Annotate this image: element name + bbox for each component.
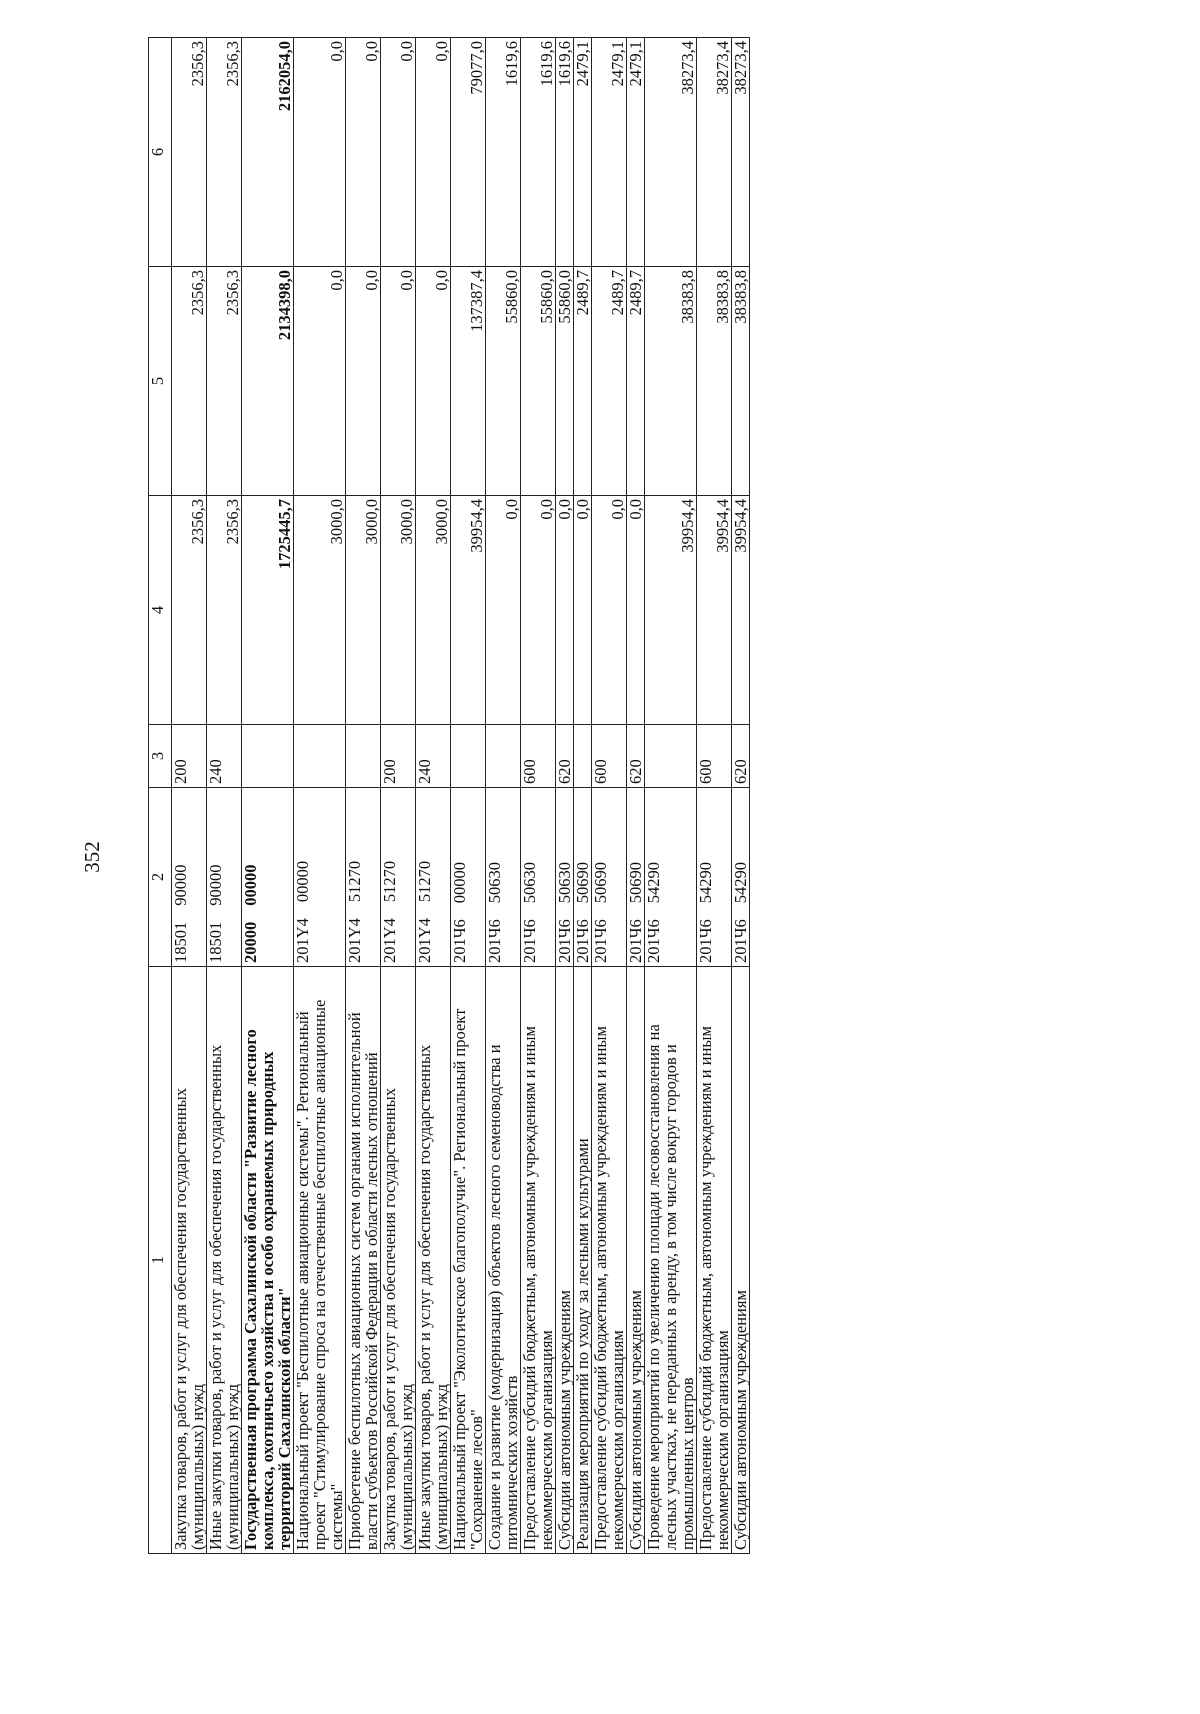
- row-name-cell: Приобретение беспилотных авиационных систем органами исполнительной власти субъектов Российской Федерации в области лесных отношений: [346, 967, 381, 1554]
- row-type-cell: 200: [381, 725, 416, 788]
- row-value-col-6: 0,0: [416, 38, 451, 267]
- code-direction: 50630: [520, 862, 539, 904]
- row-name-cell: Предоставление субсидий бюджетным, автономным учреждениям и иным некоммерческим организациям: [521, 967, 556, 1554]
- row-type-cell: 240: [416, 725, 451, 788]
- row-value-col-6: 0,0: [381, 38, 416, 267]
- row-value-col-4: 0,0: [627, 496, 645, 725]
- row-value-col-5: 2489,7: [592, 267, 627, 496]
- row-value-col-4: 0,0: [574, 496, 592, 725]
- row-type-cell: 600: [521, 725, 556, 788]
- table-row: [521, 38, 556, 1554]
- row-code-cell: [242, 788, 294, 967]
- code-program: 201Ч6: [520, 919, 539, 963]
- code-program: 201Y4: [293, 918, 312, 963]
- row-type-cell: [242, 725, 294, 788]
- row-value-col-5: 0,0: [416, 267, 451, 496]
- row-code-cell: [172, 788, 207, 967]
- table-row: [556, 38, 574, 1554]
- row-value-col-5: 2489,7: [574, 267, 592, 496]
- row-value-col-5: 38383,8: [732, 267, 750, 496]
- row-value-col-6: 2356,3: [172, 38, 207, 267]
- row-type-cell: 200: [172, 725, 207, 788]
- table-row: [294, 38, 346, 1554]
- row-value-col-6: 1619,6: [486, 38, 521, 267]
- row-name-cell: Государственная программа Сахалинской области "Развитие лесного комплекса, охотничьего хозяйства и особо охраняемых природных территорий Сахалинской области": [242, 967, 294, 1554]
- row-code-cell: [697, 788, 732, 967]
- header-col-1: 1: [149, 967, 172, 1554]
- code-direction: 50690: [591, 862, 610, 904]
- table-row: [381, 38, 416, 1554]
- code-program: 201Ч6: [731, 919, 750, 963]
- table-body: [172, 38, 750, 1554]
- code-program: 201Ч6: [555, 919, 574, 963]
- row-name-cell: Проведение мероприятий по увеличению площади лесовосстановления на лесных участках, не переданных в аренду, в том числе вокруг городов и промышленных центров: [645, 967, 697, 1554]
- code-direction: 51270: [415, 860, 434, 903]
- row-name-cell: Создание и развитие (модернизация) объектов лесного семеноводства и питомнических хозяйств: [486, 967, 521, 1554]
- row-type-cell: 620: [732, 725, 750, 788]
- header-col-5: 5: [149, 267, 172, 496]
- row-value-col-4: 3000,0: [416, 496, 451, 725]
- row-value-col-4: 3000,0: [294, 496, 346, 725]
- row-name-cell: Предоставление субсидий бюджетным, автономным учреждениям и иным некоммерческим организациям: [592, 967, 627, 1554]
- table-row: [242, 38, 294, 1554]
- table-row: [592, 38, 627, 1554]
- rotated-table-wrapper: [148, 41, 1190, 1554]
- table-row: [346, 38, 381, 1554]
- row-value-col-6: 1619,6: [521, 38, 556, 267]
- code-direction: 90000: [171, 864, 190, 906]
- header-row: [149, 38, 172, 1554]
- row-value-col-4: 0,0: [556, 496, 574, 725]
- code-direction: 00000: [241, 864, 260, 906]
- row-code-cell: [381, 788, 416, 967]
- code-program: 201Y4: [415, 918, 434, 963]
- row-name-cell: Закупка товаров, работ и услуг для обеспечения государственных (муниципальных) нужд: [172, 967, 207, 1554]
- row-value-col-5: 55860,0: [521, 267, 556, 496]
- row-value-col-4: 39954,4: [645, 496, 697, 725]
- row-code-cell: [416, 788, 451, 967]
- code-program: 20000: [241, 921, 260, 963]
- row-value-col-5: 38383,8: [697, 267, 732, 496]
- page-number: 352: [80, 841, 104, 873]
- row-name-cell: Субсидии автономным учреждениям: [556, 967, 574, 1554]
- row-code-cell: [486, 788, 521, 967]
- row-value-col-6: 38273,4: [697, 38, 732, 267]
- code-program: 18501: [206, 921, 225, 963]
- row-type-cell: 620: [556, 725, 574, 788]
- row-code-cell: [645, 788, 697, 967]
- row-name-cell: Национальный проект "Беспилотные авиационные системы". Региональный проект "Стимулирование спроса на отечественные беспилотные авиационные системы": [294, 967, 346, 1554]
- code-program: 201Ч6: [591, 919, 610, 963]
- code-program: 201Ч6: [626, 919, 645, 963]
- table-row: [645, 38, 697, 1554]
- row-value-col-5: 38383,8: [645, 267, 697, 496]
- code-direction: 00000: [293, 860, 312, 903]
- row-value-col-4: 0,0: [592, 496, 627, 725]
- code-direction: 00000: [450, 862, 469, 904]
- row-value-col-4: 2356,3: [172, 496, 207, 725]
- row-type-cell: 240: [207, 725, 242, 788]
- row-code-cell: [732, 788, 750, 967]
- row-type-cell: 600: [592, 725, 627, 788]
- row-value-col-4: 1725445,7: [242, 496, 294, 725]
- row-code-cell: [294, 788, 346, 967]
- code-program: 201Y4: [380, 918, 399, 963]
- code-program: 201Ч6: [696, 919, 715, 963]
- row-value-col-5: 2356,3: [207, 267, 242, 496]
- row-value-col-6: 0,0: [294, 38, 346, 267]
- row-value-col-4: 3000,0: [346, 496, 381, 725]
- row-name-cell: Иные закупки товаров, работ и услуг для обеспечения государственных (муниципальных) нужд: [207, 967, 242, 1554]
- row-type-cell: [574, 725, 592, 788]
- row-name-cell: Национальный проект "Экологическое благополучие". Региональный проект "Сохранение лесов": [451, 967, 486, 1554]
- row-value-col-6: 0,0: [346, 38, 381, 267]
- row-type-cell: [645, 725, 697, 788]
- row-code-cell: [346, 788, 381, 967]
- header-col-2: 2: [149, 788, 172, 967]
- row-name-cell: Реализация мероприятий по уходу за лесными культурами: [574, 967, 592, 1554]
- row-value-col-5: 2356,3: [172, 267, 207, 496]
- code-direction: 50630: [555, 862, 574, 904]
- row-value-col-5: 55860,0: [556, 267, 574, 496]
- row-value-col-5: 0,0: [381, 267, 416, 496]
- table-row: [486, 38, 521, 1554]
- row-value-col-4: 3000,0: [381, 496, 416, 725]
- row-code-cell: [592, 788, 627, 967]
- row-value-col-4: 0,0: [521, 496, 556, 725]
- table-row: [451, 38, 486, 1554]
- code-program: 201Ч6: [644, 919, 663, 963]
- row-code-cell: [627, 788, 645, 967]
- row-type-cell: [346, 725, 381, 788]
- row-name-cell: Иные закупки товаров, работ и услуг для обеспечения государственных (муниципальных) нужд: [416, 967, 451, 1554]
- row-value-col-6: 38273,4: [645, 38, 697, 267]
- header-col-6: 6: [149, 38, 172, 267]
- row-value-col-6: 2479,1: [627, 38, 645, 267]
- code-direction: 51270: [345, 860, 364, 903]
- row-value-col-5: 0,0: [346, 267, 381, 496]
- table-row: [697, 38, 732, 1554]
- row-value-col-4: 39954,4: [697, 496, 732, 725]
- row-value-col-5: 55860,0: [486, 267, 521, 496]
- table-row: [207, 38, 242, 1554]
- code-program: 201Ч6: [450, 919, 469, 963]
- code-direction: 90000: [206, 864, 225, 906]
- row-value-col-5: 2489,7: [627, 267, 645, 496]
- row-value-col-4: 39954,4: [732, 496, 750, 725]
- code-direction: 51270: [380, 860, 399, 903]
- row-value-col-6: 2479,1: [592, 38, 627, 267]
- row-type-cell: [486, 725, 521, 788]
- row-value-col-6: 2162054,0: [242, 38, 294, 267]
- row-name-cell: Субсидии автономным учреждениям: [627, 967, 645, 1554]
- table-row: [416, 38, 451, 1554]
- row-type-cell: [451, 725, 486, 788]
- row-name-cell: Закупка товаров, работ и услуг для обеспечения государственных (муниципальных) нужд: [381, 967, 416, 1554]
- row-name-cell: Предоставление субсидий бюджетным, автономным учреждениям и иным некоммерческим организациям: [697, 967, 732, 1554]
- code-program: 201Ч6: [573, 919, 592, 963]
- row-code-cell: [556, 788, 574, 967]
- row-value-col-6: 79077,0: [451, 38, 486, 267]
- header-col-4: 4: [149, 496, 172, 725]
- row-value-col-6: 2479,1: [574, 38, 592, 267]
- row-value-col-6: 2356,3: [207, 38, 242, 267]
- row-value-col-5: 0,0: [294, 267, 346, 496]
- budget-table: [148, 37, 750, 1554]
- code-direction: 50630: [485, 862, 504, 904]
- table-row: [574, 38, 592, 1554]
- table-row: [172, 38, 207, 1554]
- row-type-cell: 620: [627, 725, 645, 788]
- row-value-col-5: 137387,4: [451, 267, 486, 496]
- row-type-cell: 600: [697, 725, 732, 788]
- code-direction: 50690: [626, 862, 645, 904]
- row-value-col-5: 2134398,0: [242, 267, 294, 496]
- row-value-col-4: 2356,3: [207, 496, 242, 725]
- row-code-cell: [207, 788, 242, 967]
- code-direction: 54290: [731, 862, 750, 904]
- row-value-col-4: 39954,4: [451, 496, 486, 725]
- code-direction: 54290: [696, 862, 715, 904]
- header-col-3: 3: [149, 725, 172, 788]
- row-value-col-4: 0,0: [486, 496, 521, 725]
- table-row: [732, 38, 750, 1554]
- code-program: 18501: [171, 921, 190, 963]
- table-row: [627, 38, 645, 1554]
- row-type-cell: [294, 725, 346, 788]
- row-code-cell: [451, 788, 486, 967]
- row-code-cell: [521, 788, 556, 967]
- code-program: 201Y4: [345, 918, 364, 963]
- row-name-cell: Субсидии автономным учреждениям: [732, 967, 750, 1554]
- code-direction: 50690: [573, 862, 592, 904]
- row-value-col-6: 38273,4: [732, 38, 750, 267]
- code-direction: 54290: [644, 862, 663, 904]
- row-value-col-6: 1619,6: [556, 38, 574, 267]
- row-code-cell: [574, 788, 592, 967]
- code-program: 201Ч6: [485, 919, 504, 963]
